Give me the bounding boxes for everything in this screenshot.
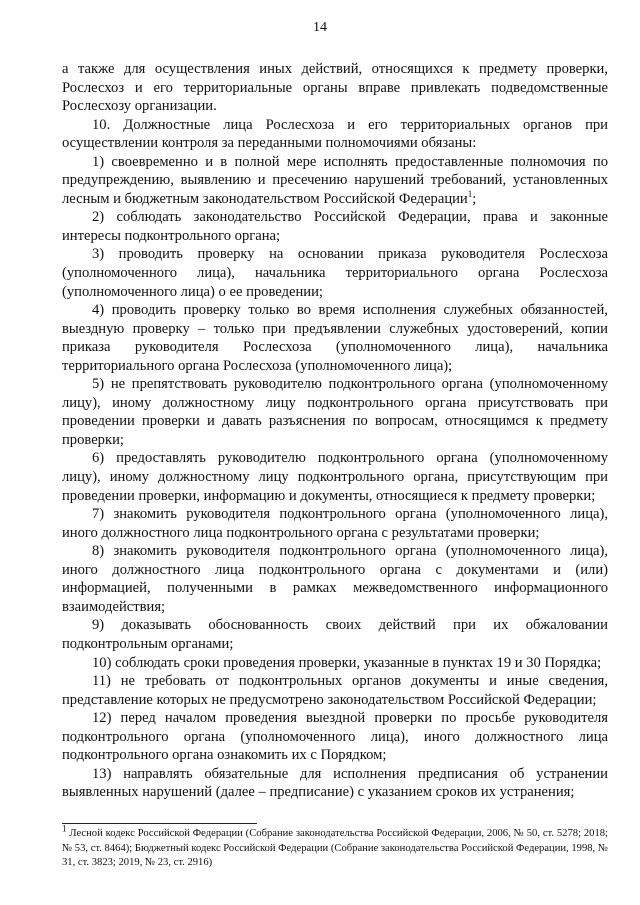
footnote-marker: 1 [62,823,67,834]
page-number: 14 [313,20,327,35]
paragraph-subitem-7: 7) знакомить руководителя подконтрольного органа (уполномоченного лица), иного должностного лица подконтрольного органа с результатами проверки; [62,506,608,541]
footnote-reference[interactable]: 1 [467,188,473,199]
footnote-separator [62,823,257,824]
subitem-1-tail: ; [472,190,477,207]
paragraph-subitem-10: 10) соблюдать сроки проведения проверки, указанные в пунктах 19 и 30 Порядка; [92,654,602,671]
paragraph-subitem-2: 2) соблюдать законодательство Российской Федерации, права и законные интересы подконтрольного органа; [62,209,608,244]
paragraph-subitem-13: 13) направлять обязательные для исполнения предписания об устранении выявленных нарушений (далее – предписание) с указанием сроков их устранения; [62,765,608,801]
paragraph-subitem-5: 5) не препятствовать руководителю подконтрольного органа (уполномоченному лицу), иному должностному лицу подконтрольного органа присутствовать при проведении проверки и давать разъяснения по вопросам, относящимся к предмету проверки; [62,376,608,448]
paragraph-item-10: 10. Должностные лица Рослесхоза и его территориальных органов при осуществлении контроля за переданными полномочиями обязаны: [62,116,608,152]
paragraph-subitem-1 [62,153,608,209]
paragraph-continuation: а также для осуществления иных действий, относящихся к предмету проверки, Рослесхоз и его территориальные органы вправе привлекать подведомственные Рослесхозу организации. [62,61,608,115]
footnote-text: Лесной кодекс Российской Федерации (Собрание законодательства Российской Федерации, 2006, № 50, ст. 5278; 2018; № 53, ст. 8464); Бюджетный кодекс Российской Федерации (Собрание законодательства Российской Федерации, 1998, № 31, ст. 3823; 2019, № 23, ст. 2916) [62,828,608,869]
paragraph-subitem-11: 11) не требовать от подконтрольных органов документы и иные сведения, представление которых не предусмотрено законодательством Российской Федерации; [62,673,608,708]
footnote [62,823,608,871]
paragraph-subitem-8: 8) знакомить руководителя подконтрольного органа (уполномоченного лица), иного должностного лица подконтрольного органа с документами и (или) информацией, полученными в рамках межведомственного информационного взаимодействия; [62,543,608,615]
subitem-1-text: 1) своевременно и в полной мере исполнять предоставленные полномочия по предупреждению, выявлению и пресечению нарушений требований, установленных лесным и бюджетным законодательством Российской Федерации [62,153,608,207]
paragraph-subitem-6: 6) предоставлять руководителю подконтрольного органа (уполномоченному лицу), иному должностному лицу подконтрольного органа, присутствующим при проведении проверки, информацию и документы, относящиеся к предмету проверки; [62,450,608,504]
paragraph-subitem-9: 9) доказывать обоснованность своих действий при их обжаловании подконтрольным органами; [62,617,608,652]
paragraph-subitem-3: 3) проводить проверку на основании приказа руководителя Рослесхоза (уполномоченного лица), начальника территориального органа Рослесхоза (уполномоченного лица) о ее проведении; [62,246,608,300]
paragraph-subitem-4: 4) проводить проверку только во время исполнения служебных обязанностей, выездную проверку – только при предъявлении служебных удостоверений, копии приказа руководителя Рослесхоза (уполномоченного лица), начальника территориального органа Рослесхоза (уполномоченного лица); [62,302,608,374]
paragraph-subitem-12: 12) перед началом проведения выездной проверки по просьбе руководителя подконтрольного органа (уполномоченного лица), иного должностного лица подконтрольного органа ознакомить их с Порядком; [62,710,608,764]
body-text [62,60,608,802]
